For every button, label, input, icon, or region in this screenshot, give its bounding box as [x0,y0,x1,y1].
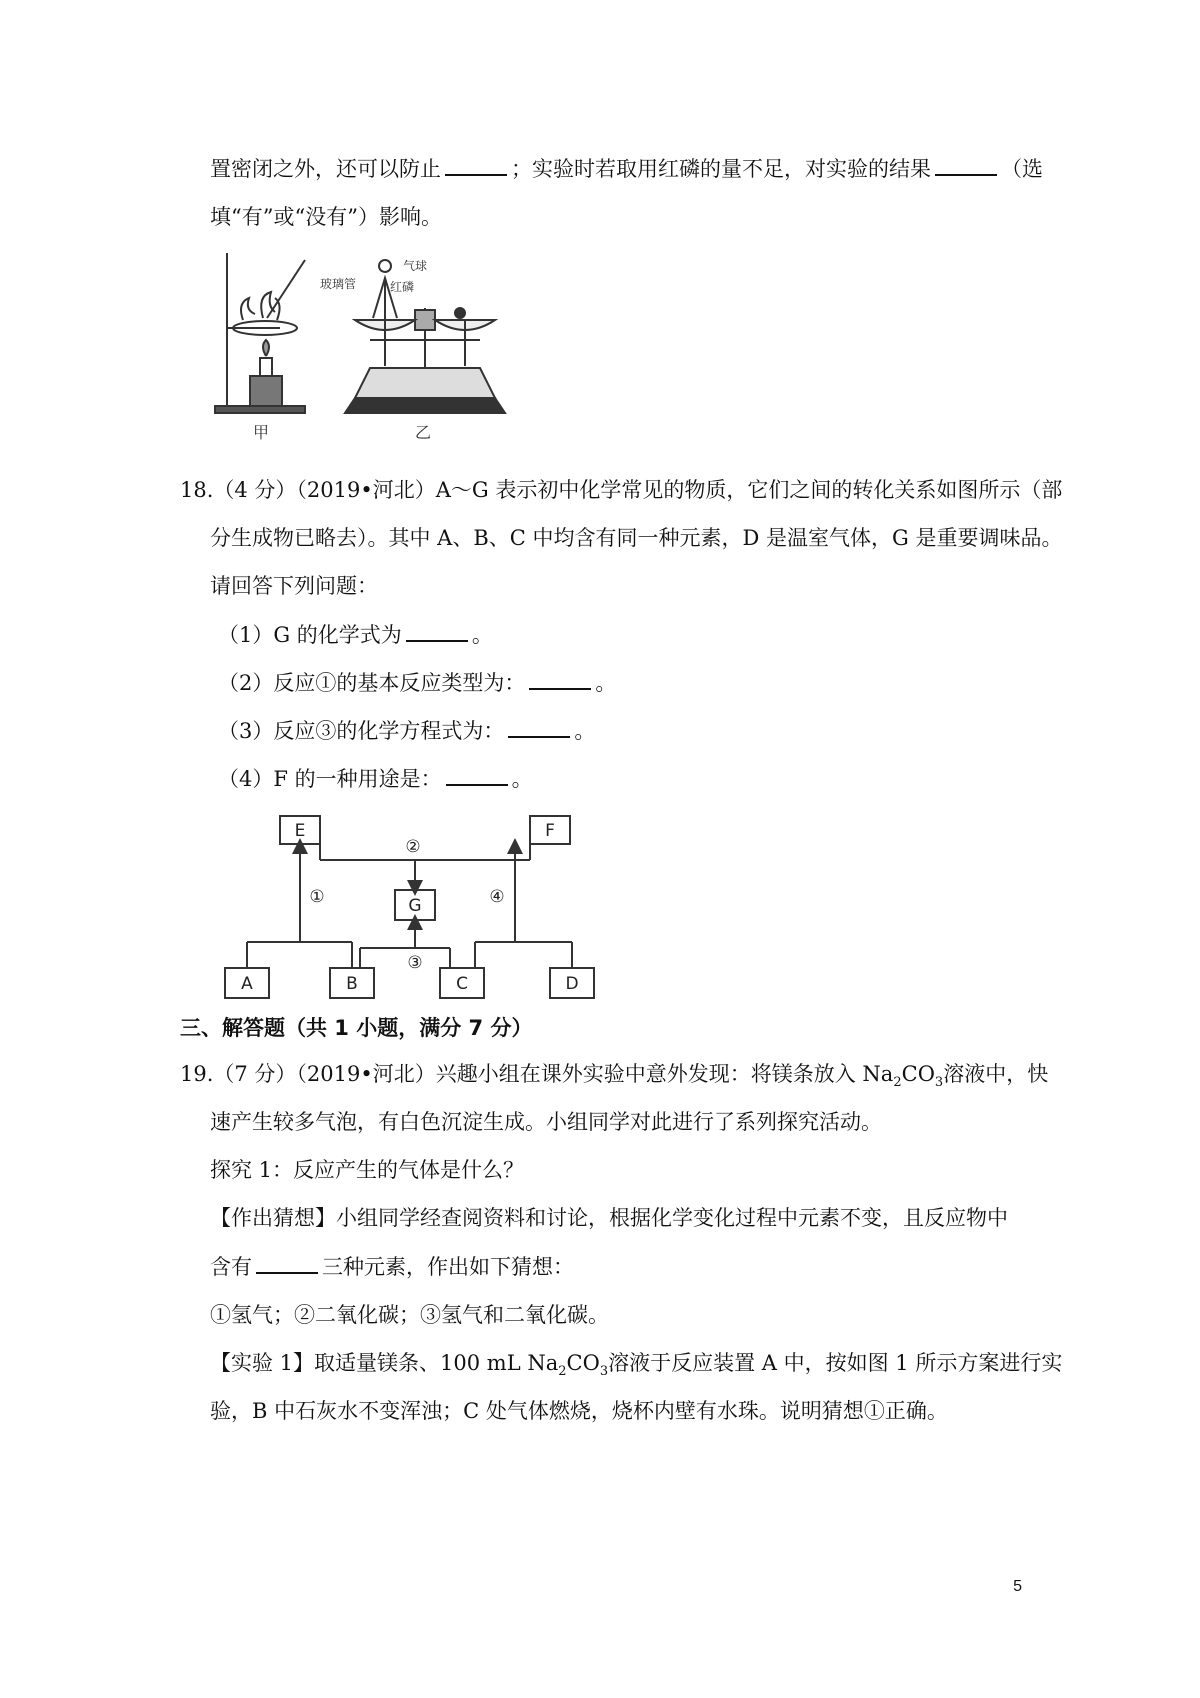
answer-blank [935,156,997,176]
q18-sub4 [218,764,533,794]
q18-line1: 18.（4 分）（2019•河北）A～G 表示初中化学常见的物质，它们之间的转化关系如图所示（部 [180,478,1063,502]
q19-line5-text: 含有 [210,1255,252,1279]
answer-blank [446,766,508,786]
page-number: 5 [1013,1578,1022,1595]
q19-line1-end: 溶液中，快 [943,1062,1049,1086]
reaction-2: ② [405,837,421,857]
q18-line3: 请回答下列问题： [210,574,378,598]
q19-line5 [210,1252,574,1282]
q18-sub1-end: 。 [471,623,493,647]
label-yi: 乙 [415,423,432,442]
q18-relationship-diagram [215,810,595,1005]
answer-blank [256,1254,318,1274]
q19-line1-formula: CO [901,1062,935,1086]
q17-line2: 填“有”或“没有”）影响。 [210,205,442,229]
subscript: 2 [893,1075,902,1091]
q19-line4: 【作出猜想】小组同学经查阅资料和讨论，根据化学变化过程中元素不变，且反应物中 [210,1206,1008,1230]
reaction-3: ③ [407,953,423,973]
q18-sub4-end: 。 [511,767,533,791]
subscript: 2 [558,1364,567,1380]
q19-line7-end: 溶液于反应装置 A 中，按如图 1 所示方案进行实 [608,1351,1063,1375]
box-B: B [346,974,358,994]
q18-sub3-end: 。 [574,719,596,743]
q19-line7-text: 【实验 1】取适量镁条、100 mL Na [210,1351,559,1375]
label-glass-tube: 玻璃管 [320,277,357,291]
q17-text-a: 置密闭之外，还可以防止 [210,157,441,181]
label-jia: 甲 [253,423,270,442]
q18-sub3-text: （3）反应③的化学方程式为： [218,719,505,743]
apparatus-jia [215,253,305,413]
q19-line1 [180,1059,1048,1098]
section-heading: 三、解答题（共 1 小题，满分 7 分） [180,1016,533,1040]
q19-line7 [210,1348,1062,1387]
box-E: E [294,821,306,841]
box-C: C [456,974,468,994]
answer-blank [406,622,468,642]
q18-sub4-text: （4）F 的一种用途是： [218,767,442,791]
apparatus-yi [345,260,505,413]
subscript: 3 [599,1364,609,1380]
label-balloon: 气球 [403,259,428,273]
box-A: A [241,974,253,994]
q18-sub2-text: （2）反应①的基本反应类型为： [218,671,526,695]
q19-line5-end: 三种元素，作出如下猜想： [322,1255,574,1279]
box-G: G [408,896,422,916]
box-F: F [545,821,555,841]
reaction-4: ④ [489,887,505,907]
q19-line7-formula: CO [566,1351,600,1375]
q18-sub1-text: （1）G 的化学式为 [218,623,402,647]
q18-sub2-end: 。 [595,671,617,695]
q19-line8: 验，B 中石灰水不变浑浊；C 处气体燃烧，烧杯内壁有水珠。说明猜想①正确。 [210,1399,948,1423]
q19-line2: 速产生较多气泡，有白色沉淀生成。小组同学对此进行了系列探究活动。 [210,1110,882,1134]
q17-text-b: ；实验时若取用红磷的量不足，对实验的结果 [511,157,931,181]
q17-line1 [210,154,1043,184]
q18-sub2 [218,668,616,698]
q18-line2: 分生成物已略去）。其中 A、B、C 中均含有同一种元素，D 是温室气体，G 是重要调味品。 [210,526,1063,550]
reaction-1: ① [309,887,325,907]
answer-blank [508,718,570,738]
answer-blank [529,670,591,690]
box-D: D [565,974,579,994]
q19-line3: 探究 1：反应产生的气体是什么？ [210,1158,525,1182]
subscript: 3 [934,1075,944,1091]
answer-blank [445,156,507,176]
q17-text-c: （选 [1001,157,1043,181]
label-red-phosphorus: 红磷 [390,280,415,294]
q18-sub3 [218,716,595,746]
q19-line6: ①氢气；②二氧化碳；③氢气和二氧化碳。 [210,1303,609,1327]
q18-sub1 [218,620,493,650]
q17-apparatus-figure [205,248,550,443]
q19-line1-text: 19.（7 分）（2019•河北）兴趣小组在课外实验中意外发现：将镁条放入 Na [180,1062,894,1086]
